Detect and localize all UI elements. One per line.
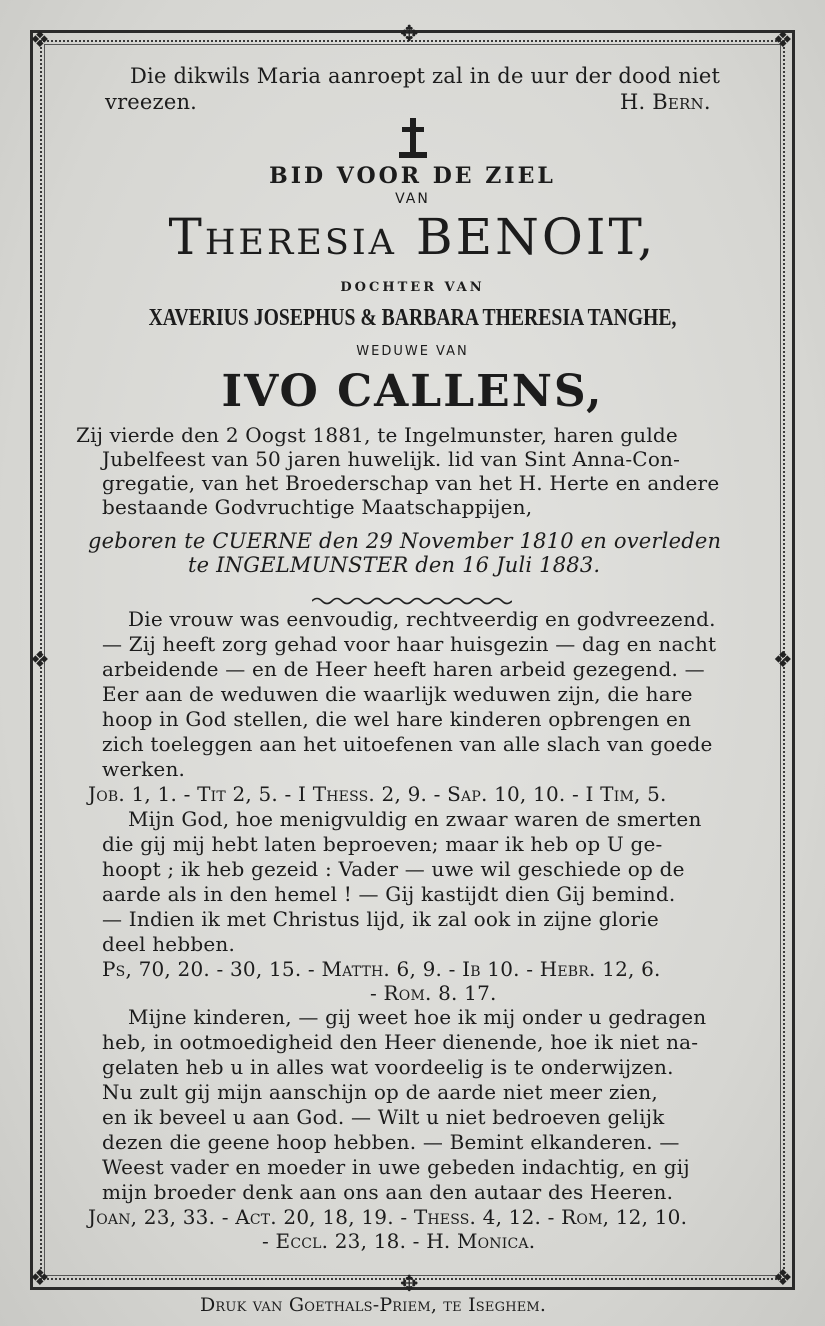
text-line: Nu zult gij mijn aanschijn op de aarde niet meer zien, (102, 1080, 658, 1104)
husband-name: IVO CALLENS, (221, 366, 604, 417)
birth-death-line: te INGELMUNSTER den 16 Juli 1883. (188, 553, 601, 577)
corner-ornament-icon: ❖ (30, 1266, 50, 1291)
scripture-reference: - Eccl. 23, 18. - H. Monica. (262, 1229, 536, 1253)
text-line: hoopt ; ik heb gezeid : Vader — uwe wil geschiede op de (102, 857, 685, 881)
text-line: — Indien ik met Christus lijd, ik zal ook in zijne glorie (102, 907, 659, 931)
text-line: deel hebben. (102, 932, 236, 956)
scripture-reference: Joan, 23, 33. - Act. 20, 18, 19. - Thess. 4, 12. - Rom, 12, 10. (88, 1205, 688, 1229)
text-line: mijn broeder denk aan ons aan den autaar des Heeren. (102, 1180, 674, 1204)
corner-ornament-icon: ❖ (773, 1266, 793, 1291)
text-line: hoop in God stellen, die wel hare kinderen opbrengen en (102, 707, 692, 731)
right-mid-ornament-icon: ❖ (773, 648, 793, 673)
printer-imprint: Druk van Goethals-Priem, te Iseghem. (200, 1294, 547, 1316)
birth-death-line: geboren te CUERNE den 29 November 1810 en overleden (88, 529, 722, 553)
text-line: werken. (102, 757, 186, 781)
text-line: dezen die geene hoop hebben. — Bemint elkanderen. — (102, 1130, 680, 1154)
scripture-reference: Ps, 70, 20. - 30, 15. - Matth. 6, 9. - Ib 10. - Hebr. 12, 6. (102, 957, 661, 981)
parents-names: XAVERIUS JOSEPHUS & BARBARA THERESIA TANGHE, (148, 305, 677, 331)
text-line: Weest vader en moeder in uwe gebeden indachtig, en gij (102, 1155, 690, 1179)
text-line: — Zij heeft zorg gehad voor haar huisgezin — dag en nacht (102, 632, 717, 656)
text-line: Mijne kinderen, — gij weet hoe ik mij onder u gedragen (128, 1005, 707, 1029)
top-center-ornament-icon: ✥ (400, 22, 419, 47)
text-line: en ik beveel u aan God. — Wilt u niet bedroeven gelijk (102, 1105, 665, 1129)
text-line: Mijn God, hoe menigvuldig en zwaar waren de smerten (128, 807, 702, 831)
deceased-name: Theresia BENOIT, (168, 208, 657, 266)
corner-ornament-icon: ❖ (773, 28, 793, 53)
wave-divider (312, 596, 512, 606)
bio-line: gregatie, van het Broederschap van het H. Herte en andere (102, 471, 720, 495)
corner-ornament-icon: ❖ (30, 28, 50, 53)
scripture-reference: Job. 1, 1. - Tit 2, 5. - I Thess. 2, 9. - Sap. 10, 10. - I Tim, 5. (88, 782, 667, 806)
text-line: aarde als in den hemel ! — Gij kastijdt dien Gij bemind. (102, 882, 676, 906)
prayer-heading: BID VOOR DE ZIEL (269, 163, 556, 189)
bottom-center-ornament-icon: ✥ (400, 1272, 419, 1297)
motto-line: Die dikwils Maria aanroept zal in de uur der dood niet (130, 64, 721, 88)
text-line: Die vrouw was eenvoudig, rechtveerdig en godvreezend. (128, 607, 716, 631)
cross-icon (399, 118, 427, 158)
text-line: gelaten heb u in alles wat voordeelig is te onderwijzen. (102, 1055, 674, 1079)
bio-line: Jubelfeest van 50 jaren huwelijk. lid van Sint Anna-Con- (102, 447, 681, 471)
text-line: Eer aan de weduwen die waarlijk weduwen zijn, die hare (102, 682, 693, 706)
left-mid-ornament-icon: ❖ (30, 648, 50, 673)
motto-attribution: H. Bern. (620, 90, 711, 114)
motto-line: vreezen. (105, 90, 198, 114)
text-line: arbeidende — en de Heer heeft haren arbeid gezegend. — (102, 657, 705, 681)
text-line: heb, in ootmoedigheid den Heer dienende, hoe ik niet na- (102, 1030, 699, 1054)
scripture-reference: - Rom. 8. 17. (370, 981, 497, 1005)
widow-label: WEDUWE VAN (356, 344, 469, 359)
bio-line: bestaande Godvruchtige Maatschappijen, (102, 495, 533, 519)
daughter-label: DOCHTER VAN (340, 280, 485, 295)
text-line: zich toeleggen aan het uitoefenen van alle slach van goede (102, 732, 713, 756)
van-label: VAN (395, 191, 430, 207)
text-line: die gij mij hebt laten beproeven; maar ik heb op U ge- (102, 832, 663, 856)
bio-line: Zij vierde den 2 Oogst 1881, te Ingelmunster, haren gulde (76, 423, 678, 447)
